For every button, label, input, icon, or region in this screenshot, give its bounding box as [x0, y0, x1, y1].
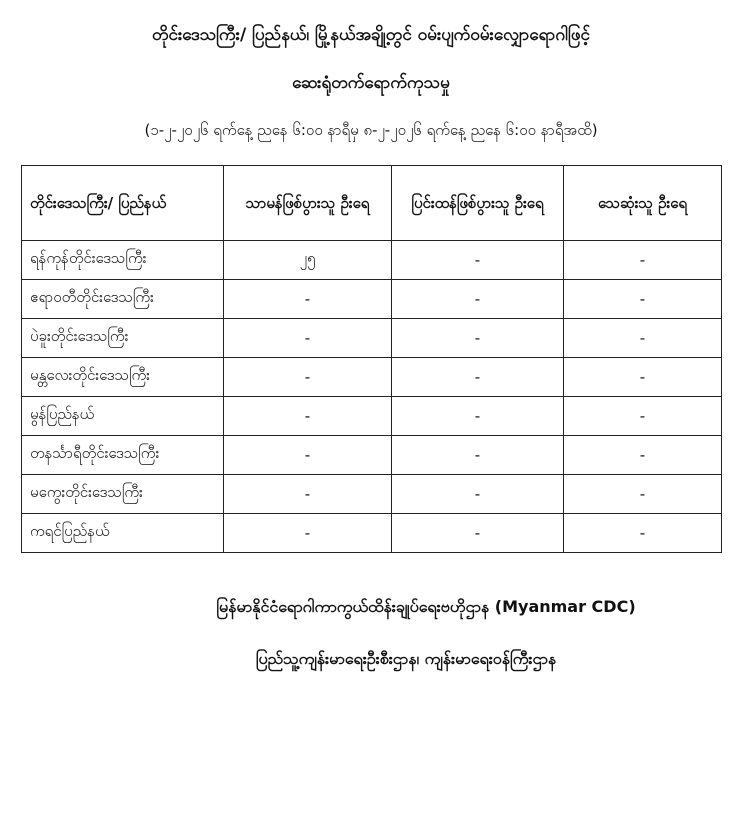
mild-cases-cell: -: [224, 280, 392, 319]
deaths-cell: -: [564, 436, 722, 475]
region-cell: ကရင်ပြည်နယ်: [22, 514, 224, 553]
mild-cases-cell: -: [224, 319, 392, 358]
region-cell: မွန်ပြည်နယ်: [22, 397, 224, 436]
severe-cases-cell: -: [392, 241, 564, 280]
col-header-region: တိုင်းဒေသကြီး/ ပြည်နယ်: [22, 166, 224, 241]
severe-cases-cell: -: [392, 475, 564, 514]
mild-cases-cell: -: [224, 358, 392, 397]
table-row: [22, 280, 722, 319]
mild-cases-cell: ၂၅: [224, 241, 392, 280]
table-row: [22, 241, 722, 280]
severe-cases-cell: -: [392, 514, 564, 553]
col-header-mild-cases: သာမန်ဖြစ်ပွားသူ ဦးရေ: [224, 166, 392, 241]
deaths-cell: -: [564, 514, 722, 553]
report-title-line2: ဆေးရုံတက်ရောက်ကုသမှု: [292, 73, 450, 93]
cases-table: [21, 165, 722, 553]
footer-department: ပြည်သူ့ကျန်းမာရေးဦးစီးဌာန၊ ကျန်းမာရေးဝန်ကြီးဌာန: [255, 649, 557, 668]
report-title-line1: တိုင်းဒေသကြီး/ ပြည်နယ်၊ မြို့နယ်အချို့တွင် ဝမ်းပျက်ဝမ်းလျှောရောဂါဖြင့်: [152, 25, 590, 45]
deaths-cell: -: [564, 280, 722, 319]
col-header-deaths: သေဆုံးသူ ဦးရေ: [564, 166, 722, 241]
region-cell: ပဲခူးတိုင်းဒေသကြီး: [22, 319, 224, 358]
deaths-cell: -: [564, 397, 722, 436]
table-row: [22, 436, 722, 475]
region-cell: ဧရာဝတီတိုင်းဒေသကြီး: [22, 280, 224, 319]
table-header: [22, 166, 722, 241]
region-cell: မန္တလေးတိုင်းဒေသကြီး: [22, 358, 224, 397]
deaths-cell: -: [564, 475, 722, 514]
table-row: [22, 358, 722, 397]
mild-cases-cell: -: [224, 436, 392, 475]
mild-cases-cell: -: [224, 475, 392, 514]
table-row: [22, 475, 722, 514]
region-cell: တနင်္သာရီတိုင်းဒေသကြီး: [22, 436, 224, 475]
severe-cases-cell: -: [392, 436, 564, 475]
deaths-cell: -: [564, 319, 722, 358]
severe-cases-cell: -: [392, 319, 564, 358]
table-row: [22, 514, 722, 553]
deaths-cell: -: [564, 358, 722, 397]
region-cell: ရန်ကုန်တိုင်းဒေသကြီး: [22, 241, 224, 280]
footer-organization: မြန်မာနိုင်ငံရောဂါကာကွယ်ထိန်းချုပ်ရေးဗဟိုဌာန (Myanmar CDC): [216, 597, 636, 616]
severe-cases-cell: -: [392, 358, 564, 397]
date-range: (၁-၂-၂၀၂၆ ရက်နေ့ ညနေ ၆:၀၀ နာရီမှ ၈-၂-၂၀၂၆ ရက်နေ့ ညနေ ၆:၀၀ နာရီအထိ): [144, 121, 598, 139]
table-row: [22, 319, 722, 358]
header-row: [22, 166, 722, 241]
mild-cases-cell: -: [224, 397, 392, 436]
mild-cases-cell: -: [224, 514, 392, 553]
severe-cases-cell: -: [392, 280, 564, 319]
col-header-severe-cases: ပြင်းထန်ဖြစ်ပွားသူ ဦးရေ: [392, 166, 564, 241]
table-row: [22, 397, 722, 436]
deaths-cell: -: [564, 241, 722, 280]
severe-cases-cell: -: [392, 397, 564, 436]
table-body: [22, 241, 722, 553]
region-cell: မကွေးတိုင်းဒေသကြီး: [22, 475, 224, 514]
